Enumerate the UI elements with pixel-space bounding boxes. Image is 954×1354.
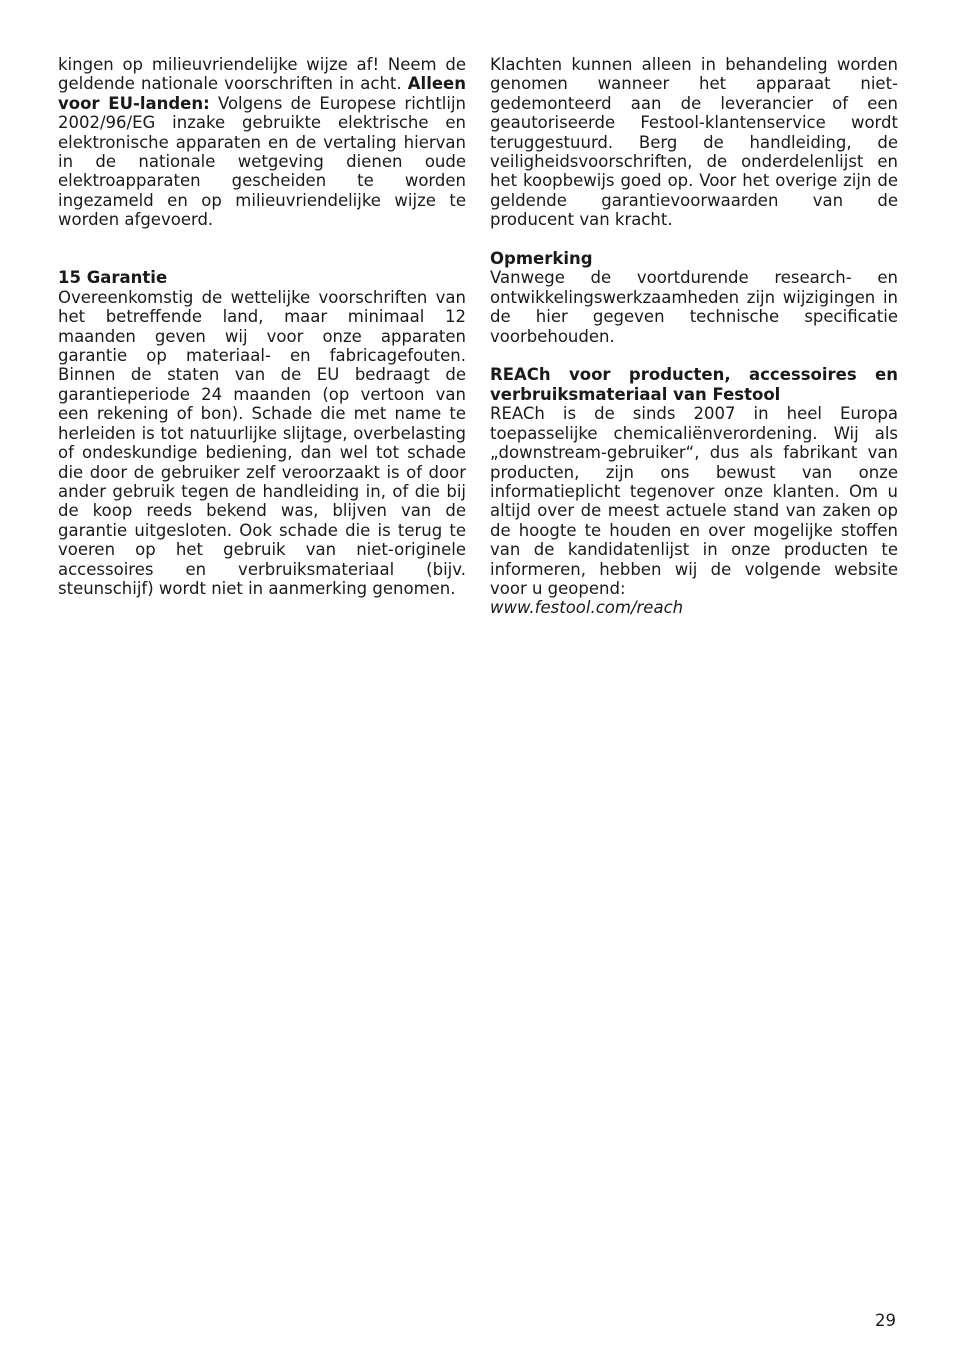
right-column xyxy=(490,55,898,618)
warranty-paragraph: Overeenkomstig de wettelijke voorschriften van het betreffende land, maar minimaal 12 maanden geven wij voor onze apparaten garantie op materiaal- en fabricagefouten. Binnen de staten van de EU bedraagt de garantieperiode 24 maanden (op vertoon van een rekening of bon). Schade die met name te herleiden is tot natuurlijke slijtage, overbelasting of ondeskundige bediening, dan wel tot schade die door de gebruiker zelf veroorzaakt is of door ander gebruik tegen de handleiding in, of die bij de koop reeds bekend was, blijven van de garantie uitgesloten. Ook schade die is terug te voeren op het gebruik van niet-originele accessoires en verbruiksmateriaal (bijv. steunschijf) wordt niet in aanmerking genomen. xyxy=(58,287,466,598)
section-spacer xyxy=(490,346,898,365)
section-spacer xyxy=(58,230,466,269)
section-spacer xyxy=(490,230,898,249)
eu-directive-text: Volgens de Europese richtlijn 2002/96/EG inzake gebruikte elektrische en elektronische apparaten en de vertaling hiervan in de nationale wetgeving dienen oude elektroapparaten gescheiden te worden ingezameld en op milieuvriendelijke wijze te worden afgevoerd. xyxy=(58,93,466,230)
eu-countries-label: Alleen voor EU-landen: xyxy=(58,74,466,113)
disposal-paragraph xyxy=(58,55,466,230)
note-paragraph: Vanwege de voortdurende research- en ontwikkelingswerkzaamheden zijn wijzigingen in de hier gegeven technische specificatie voorbehouden. xyxy=(490,268,898,346)
disposal-intro-text: kingen op milieuvriendelijke wijze af! Neem de geldende nationale voorschriften in acht. xyxy=(58,55,466,94)
page-number: 29 xyxy=(875,1311,896,1330)
reach-heading: REACh voor producten, accessoires en verbruiksmateriaal van Festool xyxy=(490,365,898,404)
left-column xyxy=(58,55,466,598)
warranty-heading: 15 Garantie xyxy=(58,268,168,288)
note-heading: Opmerking xyxy=(490,249,593,269)
reach-website-link[interactable]: www.festool.com/reach xyxy=(490,598,684,618)
reach-paragraph: REACh is de sinds 2007 in heel Europa toepasselijke chemicaliënverordening. Wij als „downstream-gebruiker“, dus als fabrikant van producten, zijn ons bewust van onze informatieplicht tegenover onze klanten. Om u altijd over de meest actuele stand van zaken op de hoogte te houden en over mogelijke stoffen van de kandidatenlijst in onze producten te informeren, hebben wij de volgende website voor u geopend: xyxy=(490,404,898,598)
complaints-paragraph: Klachten kunnen alleen in behandeling worden genomen wanneer het apparaat niet-gedemonteerd aan de leverancier of een geautoriseerde Festool-klantenservice wordt teruggestuurd. Berg de handleiding, de veiligheidsvoorschriften, de onderdelenlijst en het koopbewijs goed op. Voor het overige zijn de geldende garantievoorwaarden van de producent van kracht. xyxy=(490,55,898,230)
